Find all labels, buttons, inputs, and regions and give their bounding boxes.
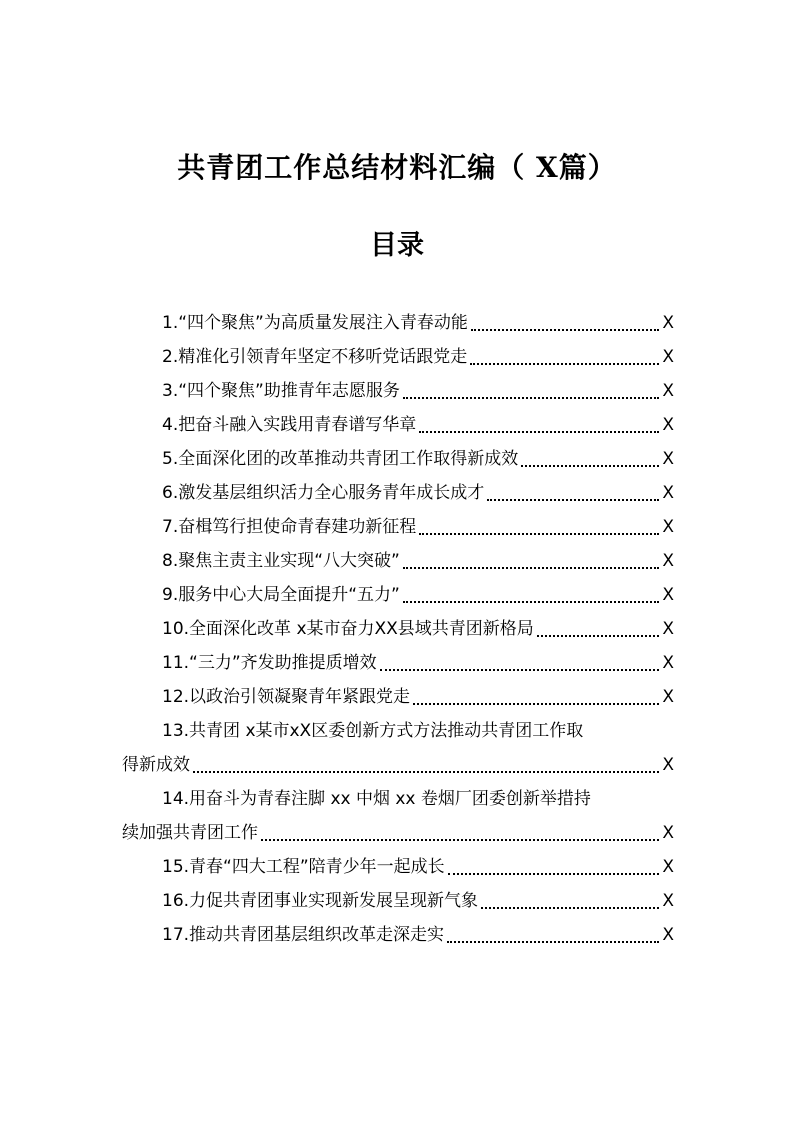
toc-entry-page: X	[662, 755, 674, 775]
dot-leader	[403, 544, 660, 578]
dot-leader	[413, 680, 659, 714]
toc-entry-7[interactable]	[122, 510, 674, 544]
toc-entry-2[interactable]	[122, 340, 674, 374]
toc-entry-page: X	[662, 619, 674, 639]
toc-entry-15[interactable]	[122, 850, 674, 884]
dot-leader	[471, 306, 660, 340]
toc-entry-page: X	[662, 449, 674, 469]
toc-entry-page: X	[662, 857, 674, 877]
toc-entry-12[interactable]	[122, 680, 674, 714]
toc-entry-title-continued: 续加强共青团工作	[122, 823, 258, 843]
dot-leader	[448, 850, 660, 884]
dot-leader	[193, 748, 659, 782]
toc-entry-title: 3.“四个聚焦”助推青年志愿服务	[162, 381, 400, 401]
document-title: 共青团工作总结材料汇编（ X篇）	[177, 151, 617, 184]
toc-entry-page: X	[662, 653, 674, 673]
dot-leader	[470, 340, 659, 374]
toc-entry-page: X	[662, 313, 674, 333]
toc-entry-14[interactable]	[122, 816, 674, 850]
toc-entry-title: 17.推动共青团基层组织改革走深走实	[162, 925, 445, 945]
toc-entry-6[interactable]	[122, 476, 674, 510]
toc-entry-17[interactable]	[122, 918, 674, 952]
toc-entry-title: 4.把奋斗融入实践用青春谱写华章	[162, 415, 417, 435]
dot-leader	[521, 442, 659, 476]
toc-entry-page: X	[662, 891, 674, 911]
toc-entry-title: 9.服务中心大局全面提升“五力”	[162, 585, 400, 605]
toc-entry-title: 15.青春“四大工程”陪青少年一起成长	[162, 857, 445, 877]
toc-entry-16[interactable]	[122, 884, 674, 918]
toc-entry-title-continued: 得新成效	[122, 755, 190, 775]
dot-leader	[419, 510, 659, 544]
dot-leader	[403, 578, 660, 612]
toc-entry-10[interactable]	[122, 612, 674, 646]
table-of-contents	[122, 306, 674, 952]
toc-entry-13-line-1[interactable]: 13.共青团 x某市xX区委创新方式方法推动共青团工作取	[162, 721, 584, 741]
dot-leader	[419, 408, 659, 442]
toc-entry-11[interactable]	[122, 646, 674, 680]
toc-entry-title: 2.精准化引领青年坚定不移听党话跟党走	[162, 347, 468, 367]
dot-leader	[481, 884, 659, 918]
toc-entry-3[interactable]	[122, 374, 674, 408]
toc-entry-title: 7.奋楫笃行担使命青春建功新征程	[162, 517, 417, 537]
toc-entry-title: 11.“三力”齐发助推提质增效	[162, 653, 377, 673]
toc-entry-page: X	[662, 381, 674, 401]
toc-entry-page: X	[662, 415, 674, 435]
toc-entry-14-line-1[interactable]: 14.用奋斗为青春注脚 xx 中烟 xx 卷烟厂团委创新举措持	[162, 789, 591, 809]
toc-entry-page: X	[662, 585, 674, 605]
toc-entry-4[interactable]	[122, 408, 674, 442]
toc-entry-title: 16.力促共青团事业实现新发展呈现新气象	[162, 891, 479, 911]
toc-entry-page: X	[662, 347, 674, 367]
dot-leader	[403, 374, 660, 408]
dot-leader	[537, 612, 660, 646]
dot-leader	[380, 646, 660, 680]
toc-entry-page: X	[662, 925, 674, 945]
toc-entry-8[interactable]	[122, 544, 674, 578]
toc-entry-title: 10.全面深化改革 x某市奋力XX县域共青团新格局	[162, 619, 534, 639]
dot-leader	[447, 918, 659, 952]
toc-entry-page: X	[662, 823, 674, 843]
toc-entry-5[interactable]	[122, 442, 674, 476]
toc-entry-9[interactable]	[122, 578, 674, 612]
toc-entry-page: X	[662, 483, 674, 503]
toc-entry-1[interactable]	[122, 306, 674, 340]
dot-leader	[487, 476, 659, 510]
toc-entry-title: 6.激发基层组织活力全心服务青年成长成才	[162, 483, 485, 503]
toc-entry-page: X	[662, 551, 674, 571]
toc-heading: 目录	[370, 230, 424, 261]
toc-entry-page: X	[662, 687, 674, 707]
toc-entry-13[interactable]	[122, 748, 674, 782]
toc-entry-title: 1.“四个聚焦”为高质量发展注入青春动能	[162, 313, 468, 333]
toc-entry-title: 5.全面深化团的改革推动共青团工作取得新成效	[162, 449, 519, 469]
dot-leader	[261, 816, 659, 850]
toc-entry-page: X	[662, 517, 674, 537]
toc-entry-title: 8.聚焦主责主业实现“八大突破”	[162, 551, 400, 571]
toc-entry-title: 12.以政治引领凝聚青年紧跟党走	[162, 687, 411, 707]
